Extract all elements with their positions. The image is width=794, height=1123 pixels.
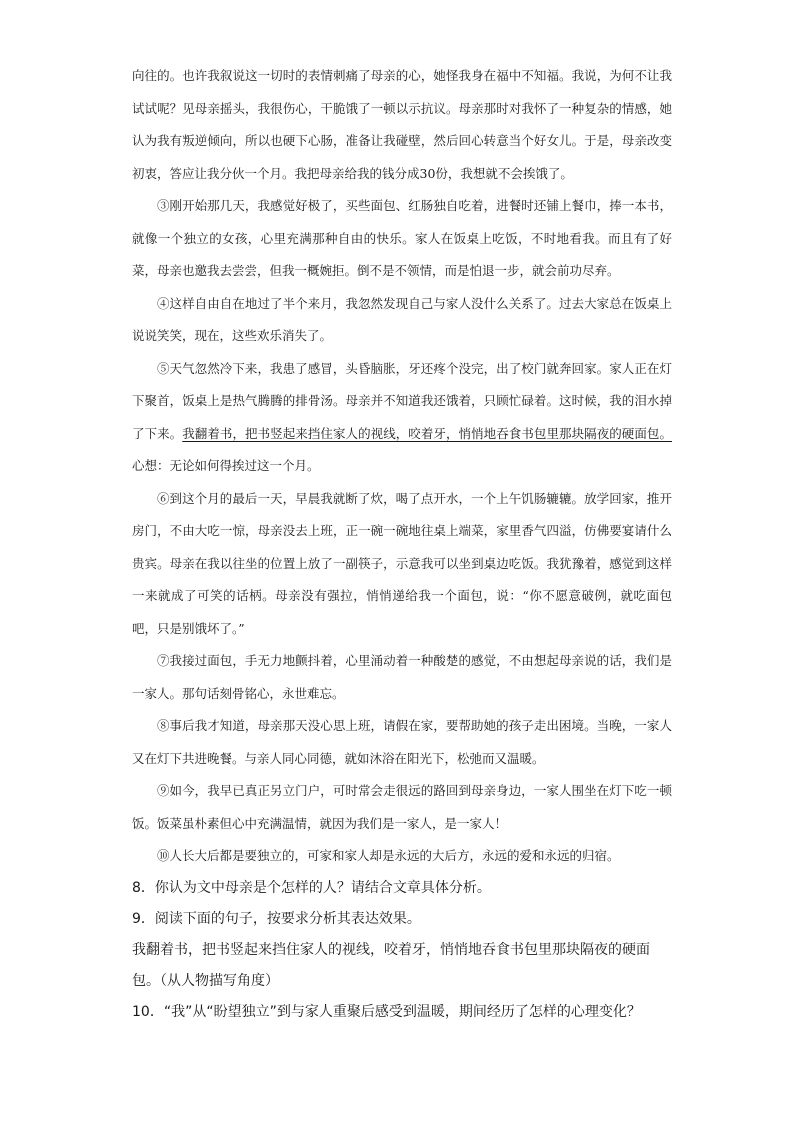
passage-paragraph-5: [132, 353, 672, 483]
document-content: [132, 60, 672, 1028]
paragraph-5-tail: 心想：无论如何得挨过这一个月。: [132, 458, 320, 473]
paragraph-5-text: ⑤天气忽然冷下来，我患了感冒，头昏脑胀，牙还疼个没完，出了校门就奔回家。家人正在灯下聚首，饭桌上是热气腾腾的排骨汤。母亲并不知道我还饿着，只顾忙碌着。这时候，我的泪水掉了下来。: [132, 360, 672, 441]
question-9-sentence: 我翻着书，把书竖起来挡住家人的视线，咬着牙，悄悄地吞食书包里那块隔夜的硬面包。（从人物描写角度）: [132, 941, 650, 989]
passage-paragraph-continued: 向往的。也许我叙说这一切时的表情刺痛了母亲的心，她怪我身在福中不知福。我说，为何不让我试试呢？见母亲摇头，我很伤心，干脆饿了一顿以示抗议。母亲那时对我怀了一种复杂的情感，她认为我有叛逆倾向，所以也硬下心肠，准备让我碰壁，然后回心转意当个好女儿。于是，母亲改变初衷，答应让我分伙一个月。我把母亲给我的钱分成30份，我想就不会挨饿了。: [132, 68, 672, 181]
passage-paragraph-4: ④这样自由自在地过了半个来月，我忽然发现自己与家人没什么关系了。过去大家总在饭桌上说说笑笑，现在，这些欢乐消失了。: [132, 295, 672, 343]
passage-paragraph-6: ⑥到这个月的最后一天，早晨我就断了炊，喝了点开水，一个上午饥肠辘辘。放学回家，推开房门，不由大吃一惊，母亲没去上班，正一碗一碗地往桌上端菜，家里香气四溢，仿佛要宴请什么贵宾。母亲在我以往坐的位置上放了一副筷子，示意我可以坐到桌边吃饭。我犹豫着，感觉到这样一来就成了可笑的话柄。母亲没有强拉，悄悄递给我一个面包，说：“你不愿意破例，就吃面包吧，只是别饿坏了。”: [132, 490, 672, 636]
passage-paragraph-8: ⑧事后我才知道，母亲那天没心思上班，请假在家，要帮助她的孩子走出困境。当晚，一家人又在灯下共进晚餐。与亲人同心同德，就如沐浴在阳光下，松弛而又温暖。: [132, 718, 672, 766]
underlined-sentence: 我翻着书，把书竖起来挡住家人的视线，咬着牙，悄悄地吞食书包里那块隔夜的硬面包。: [182, 425, 672, 441]
passage-paragraph-7: ⑦我接过面包，手无力地颤抖着，心里涌动着一种酸楚的感觉，不由想起母亲说的话，我们是一家人。那句话刻骨铭心，永世难忘。: [132, 653, 672, 701]
passage-paragraph-10: ⑩人长大后都是要独立的，可家和家人却是永远的大后方，永远的爱和永远的归宿。: [157, 848, 620, 863]
question-10: 10．“我”从“盼望独立”到与家人重聚后感受到温暖，期间经历了怎样的心理变化？: [132, 1003, 641, 1020]
question-8: 8．你认为文中母亲是个怎样的人？请结合文章具体分析。: [132, 879, 491, 896]
passage-paragraph-9: ⑨如今，我早已真正另立门户，可时常会走很远的路回到母亲身边，一家人围坐在灯下吃一顿饭。饭菜虽朴素但心中充满温情，就因为我们是一家人，是一家人！: [132, 783, 672, 831]
question-9: 9．阅读下面的句子，按要求分析其表达效果。: [132, 910, 421, 927]
passage-paragraph-3: ③刚开始那几天，我感觉好极了，买些面包、红肠独自吃着，进餐时还铺上餐巾，捧一本书，就像一个独立的女孩，心里充满那种自由的快乐。家人在饭桌上吃饭，不时地看我。而且有了好菜，母亲也邀我去尝尝，但我一概婉拒。倒不是不领情，而是怕退一步，就会前功尽弃。: [132, 198, 672, 278]
